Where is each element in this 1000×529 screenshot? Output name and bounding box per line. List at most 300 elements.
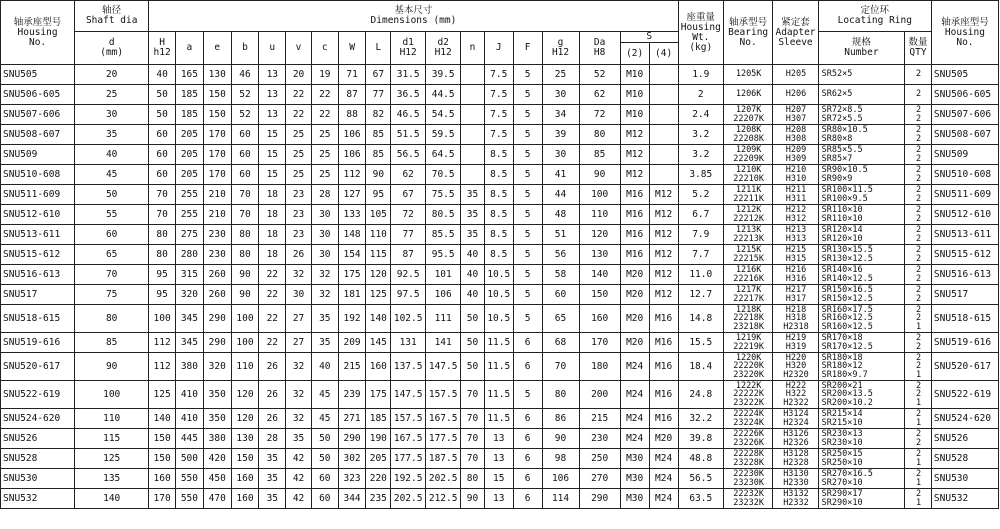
- ring-number-cell-line: SR170×18: [821, 333, 863, 343]
- dimension-cell: 31.5: [391, 65, 426, 85]
- ring-number-cell: [818, 381, 904, 409]
- ring-qty-cell-line: 2: [915, 133, 922, 144]
- weight-cell: 3.2: [678, 125, 723, 145]
- ring-number-cell: [818, 265, 904, 285]
- ring-number-cell-line: SR230×10: [821, 437, 863, 448]
- dimension-cell: 44.5: [426, 85, 461, 105]
- dimension-cell: 11.5: [484, 381, 513, 409]
- dimension-cell: 110: [366, 225, 391, 245]
- dimension-cell: 85: [366, 125, 391, 145]
- bearing-cell-line: 22212K: [733, 213, 764, 224]
- dimension-cell: 350: [203, 409, 231, 429]
- dimension-cell: 10.5: [484, 305, 513, 333]
- sleeve-cell-line: H3126: [783, 429, 809, 439]
- dimension-cell: 80: [542, 381, 579, 409]
- ring-qty-cell: [905, 205, 932, 225]
- ring-number-cell: [818, 165, 904, 185]
- shaft-dia-cell: 30: [75, 105, 149, 125]
- table-row: [1, 105, 999, 125]
- dimension-cell: 100: [231, 333, 259, 353]
- ring-qty-cell: [905, 469, 932, 489]
- dimension-cell: 210: [203, 185, 231, 205]
- dimension-cell: 102.5: [391, 305, 426, 333]
- dimension-cell: 60: [542, 285, 579, 305]
- dimension-cell: 167.5: [391, 429, 426, 449]
- sleeve-cell: [773, 185, 818, 205]
- dimension-cell: 154: [338, 245, 366, 265]
- dimension-cell: [461, 65, 485, 85]
- weight-cell: 6.7: [678, 205, 723, 225]
- housing-model-cell: SNU528: [1, 449, 75, 469]
- dimension-cell: [461, 85, 485, 105]
- weight-cell: 63.5: [678, 489, 723, 509]
- dimension-cell: 95: [366, 185, 391, 205]
- dimension-cell: 175: [338, 265, 366, 285]
- dimension-cell: [461, 125, 485, 145]
- dimension-cell: 112: [149, 333, 176, 353]
- dimension-cell: 192: [338, 305, 366, 333]
- dimension-cell: 59.5: [426, 125, 461, 145]
- header-col-c: c: [311, 32, 338, 65]
- dimension-cell: 6: [513, 429, 542, 449]
- header-col-S: S: [620, 32, 678, 43]
- sleeve-cell-line: H213: [785, 225, 807, 235]
- dimension-cell: 5: [513, 205, 542, 225]
- dimension-cell: 52: [231, 105, 259, 125]
- dimension-cell: 8.5: [484, 165, 513, 185]
- dimension-cell: 25: [311, 165, 338, 185]
- dimension-cell: 167.5: [426, 409, 461, 429]
- ring-qty-cell: [905, 333, 932, 353]
- ring-number-cell-line: SR180×18: [821, 352, 863, 363]
- s2-bolt-cell: M20: [620, 333, 649, 353]
- dimension-cell: 90: [231, 265, 259, 285]
- s2-bolt-cell: M24: [620, 429, 649, 449]
- header-col-J: J: [484, 32, 513, 65]
- weight-cell: 2: [678, 85, 723, 105]
- dimension-cell: 112: [338, 165, 366, 185]
- ring-qty-cell-line: 2: [915, 341, 922, 352]
- sleeve-cell-line: H216: [785, 265, 807, 275]
- dimension-cell: 30: [542, 145, 579, 165]
- dimension-cell: 22: [259, 333, 286, 353]
- shaft-dia-cell: 40: [75, 145, 149, 165]
- dimension-cell: 39: [542, 125, 579, 145]
- sleeve-cell: [773, 125, 818, 145]
- housing-model-cell: SNU510-608: [1, 165, 75, 185]
- dimension-cell: 65: [542, 305, 579, 333]
- housing-model-cell: SNU532: [1, 489, 75, 509]
- sleeve-cell-line: H3128: [783, 449, 809, 459]
- dimension-cell: 5: [513, 105, 542, 125]
- table-row: [1, 225, 999, 245]
- ring-number-cell-line: SR200×13.5: [821, 389, 873, 400]
- dimension-cell: 170: [149, 489, 176, 509]
- sleeve-cell-line: H208: [785, 125, 807, 135]
- dimension-cell: 5: [513, 225, 542, 245]
- dimension-cell: 141: [426, 333, 461, 353]
- dimension-cell: 410: [176, 381, 204, 409]
- dimension-cell: 28: [259, 429, 286, 449]
- dimension-cell: 42: [286, 489, 312, 509]
- housing-model-cell-right: SNU509: [931, 145, 998, 165]
- dimension-cell: 205: [176, 125, 204, 145]
- dimension-cell: 23: [286, 185, 312, 205]
- bearing-cell: [723, 185, 772, 205]
- header-col-H: H h12: [149, 32, 176, 65]
- sleeve-cell-line: H312: [785, 213, 807, 224]
- dimension-cell: 71: [338, 65, 366, 85]
- ring-qty-cell-line: 2: [915, 361, 922, 372]
- ring-number-cell: [818, 353, 904, 381]
- sleeve-cell-line: H2318: [783, 321, 809, 332]
- dimension-cell: 345: [176, 305, 204, 333]
- dimension-cell: 64.5: [426, 145, 461, 165]
- bearing-cell-line: 1220K: [735, 352, 762, 363]
- dimension-cell: 160: [231, 489, 259, 509]
- dimension-cell: 177.5: [426, 429, 461, 449]
- table-row: [1, 85, 999, 105]
- header-d-mm: d (mm): [75, 32, 149, 65]
- dimension-cell: 215: [579, 409, 620, 429]
- bearing-cell: [723, 333, 772, 353]
- header-col-L: L: [366, 32, 391, 65]
- ring-qty-cell-line: 2: [915, 173, 922, 184]
- bearing-cell-line: 22216K: [733, 273, 764, 284]
- dimension-cell: 302: [338, 449, 366, 469]
- s4-bolt-cell: M12: [649, 205, 678, 225]
- dimension-cell: 420: [203, 449, 231, 469]
- dimension-cell: 5: [513, 381, 542, 409]
- weight-cell: 32.2: [678, 409, 723, 429]
- dimension-cell: 230: [203, 245, 231, 265]
- dimension-cell: 50: [461, 305, 485, 333]
- housing-model-cell: SNU524-620: [1, 409, 75, 429]
- dimension-cell: 255: [176, 185, 204, 205]
- s2-bolt-cell: M20: [620, 285, 649, 305]
- bearing-cell-line: 22228K: [733, 449, 764, 459]
- ring-number-cell: [818, 429, 904, 449]
- weight-cell: 7.7: [678, 245, 723, 265]
- s2-bolt-cell: M24: [620, 381, 649, 409]
- ring-qty-cell-line: 2: [915, 153, 922, 164]
- housing-model-cell-right: SNU510-608: [931, 165, 998, 185]
- housing-model-cell-right: SNU507-606: [931, 105, 998, 125]
- ring-qty-cell: [905, 353, 932, 381]
- dimension-cell: 22: [311, 85, 338, 105]
- housing-model-cell-right: SNU528: [931, 449, 998, 469]
- dimension-cell: 239: [338, 381, 366, 409]
- dimension-cell: 100: [149, 305, 176, 333]
- sleeve-cell-line: H319: [785, 341, 807, 352]
- sleeve-cell-line: H310: [785, 173, 807, 184]
- table-row: [1, 469, 999, 489]
- sleeve-cell-line: H212: [785, 205, 807, 215]
- housing-model-cell: SNU511-609: [1, 185, 75, 205]
- sleeve-cell-line: H218: [785, 304, 807, 315]
- bearing-cell-line: 22218K: [733, 313, 764, 324]
- dimension-cell: 157.5: [426, 381, 461, 409]
- s4-bolt-cell: [649, 85, 678, 105]
- dimension-cell: 15: [484, 469, 513, 489]
- ring-number-cell: [818, 333, 904, 353]
- dimension-cell: 35: [461, 185, 485, 205]
- dimension-cell: 77: [366, 85, 391, 105]
- bearing-cell-line: 22215K: [733, 253, 764, 264]
- dimension-cell: 137.5: [391, 353, 426, 381]
- sleeve-cell-line: H313: [785, 233, 807, 244]
- shaft-dia-cell: 115: [75, 429, 149, 449]
- dimension-cell: 27: [286, 333, 312, 353]
- sleeve-cell-line: H209: [785, 145, 807, 155]
- shaft-dia-cell: 100: [75, 381, 149, 409]
- dimension-cell: [461, 165, 485, 185]
- dimension-cell: 80: [231, 245, 259, 265]
- sleeve-cell: [773, 285, 818, 305]
- housing-model-cell-right: SNU513-611: [931, 225, 998, 245]
- dimension-cell: 100: [579, 185, 620, 205]
- bearing-cell: [723, 353, 772, 381]
- weight-cell: 56.5: [678, 469, 723, 489]
- bearing-cell-line: 23226K: [733, 437, 764, 448]
- dimension-cell: 26: [286, 245, 312, 265]
- dimension-cell: 58: [542, 265, 579, 285]
- dimension-cell: 131: [391, 333, 426, 353]
- dimension-cell: 410: [176, 409, 204, 429]
- sleeve-cell: [773, 449, 818, 469]
- ring-number-cell: [818, 85, 904, 105]
- dimension-cell: 255: [176, 205, 204, 225]
- dimension-cell: 5: [513, 145, 542, 165]
- header-col-u: u: [259, 32, 286, 65]
- housing-model-cell: SNU509: [1, 145, 75, 165]
- shaft-dia-cell: 140: [75, 489, 149, 509]
- weight-cell: 14.8: [678, 305, 723, 333]
- ring-number-cell-line: SR160×17.5: [821, 304, 873, 315]
- dimension-cell: 130: [231, 429, 259, 449]
- dimension-cell: 344: [338, 489, 366, 509]
- bearing-cell: [723, 489, 772, 509]
- ring-qty-cell: [905, 245, 932, 265]
- dimension-cell: 8.5: [484, 145, 513, 165]
- sleeve-cell-line: H3124: [783, 409, 809, 419]
- ring-qty-cell-line: 2: [915, 205, 922, 215]
- bearing-cell-line: 22219K: [733, 341, 764, 352]
- header-housing-model-right: 轴承座型号 Housing No.: [931, 1, 998, 65]
- ring-qty-cell-line: 2: [915, 113, 922, 124]
- table-row: [1, 145, 999, 165]
- ring-qty-cell-line: 1: [915, 497, 922, 508]
- dimension-cell: 500: [176, 449, 204, 469]
- dimension-cell: 215: [338, 353, 366, 381]
- s4-bolt-cell: M16: [649, 381, 678, 409]
- dimension-cell: 192.5: [391, 469, 426, 489]
- sleeve-cell: [773, 65, 818, 85]
- ring-number-cell-line: SR215×10: [821, 417, 863, 428]
- shaft-dia-cell: 135: [75, 469, 149, 489]
- housing-model-cell-right: SNU508-607: [931, 125, 998, 145]
- header-housing-weight: 座重量 Housing Wt. (kg): [678, 1, 723, 65]
- housing-model-cell-right: SNU516-613: [931, 265, 998, 285]
- dimension-cell: 86: [542, 409, 579, 429]
- ring-qty-cell: [905, 165, 932, 185]
- ring-qty-cell: [905, 125, 932, 145]
- sleeve-cell-line: H307: [785, 113, 807, 124]
- dimension-cell: 10.5: [484, 265, 513, 285]
- s4-bolt-cell: M20: [649, 429, 678, 449]
- dimension-cell: 175: [366, 381, 391, 409]
- sleeve-cell: [773, 429, 818, 449]
- sleeve-cell-line: H315: [785, 253, 807, 264]
- ring-qty-cell: [905, 409, 932, 429]
- dimension-cell: 101: [426, 265, 461, 285]
- dimension-cell: 68: [542, 333, 579, 353]
- dimension-cell: 40: [461, 265, 485, 285]
- dimension-cell: 23: [286, 225, 312, 245]
- ring-qty-cell-line: 2: [915, 265, 922, 275]
- ring-qty-cell: [905, 489, 932, 509]
- ring-number-cell-line: SR130×15.5: [821, 245, 873, 255]
- dimension-cell: 120: [579, 225, 620, 245]
- sleeve-cell: [773, 165, 818, 185]
- ring-number-cell-line: SR160×12.5: [821, 321, 873, 332]
- dimension-cell: 70: [231, 185, 259, 205]
- dimension-cell: 22: [286, 105, 312, 125]
- header-adapter-sleeve: 紧定套 Adapter Sleeve: [773, 1, 818, 65]
- ring-qty-cell: [905, 105, 932, 125]
- dimension-cell: 550: [176, 489, 204, 509]
- dimension-cell: 230: [203, 225, 231, 245]
- dimension-cell: 22: [259, 265, 286, 285]
- dimension-cell: 30: [286, 285, 312, 305]
- s4-bolt-cell: M16: [649, 333, 678, 353]
- s2-bolt-cell: M24: [620, 409, 649, 429]
- ring-qty-cell-line: 1: [915, 417, 922, 428]
- header-col-S4: (4): [649, 43, 678, 65]
- dimension-cell: 60: [149, 165, 176, 185]
- dimension-cell: 160: [149, 469, 176, 489]
- bearing-cell-line: 22226K: [733, 429, 764, 439]
- dimension-cell: 11.5: [484, 353, 513, 381]
- dimension-cell: 150: [203, 105, 231, 125]
- dimension-cell: 157.5: [391, 409, 426, 429]
- sleeve-cell-line: H217: [785, 285, 807, 295]
- dimension-cell: 51.5: [391, 125, 426, 145]
- sleeve-cell-line: H2332: [783, 497, 809, 508]
- sleeve-cell: [773, 353, 818, 381]
- weight-cell: 15.5: [678, 333, 723, 353]
- bearing-cell-line: 23220K: [733, 369, 764, 380]
- sleeve-cell: [773, 225, 818, 245]
- dimension-cell: 125: [149, 381, 176, 409]
- s2-bolt-cell: M20: [620, 305, 649, 333]
- housing-model-cell-right: SNU532: [931, 489, 998, 509]
- ring-qty-cell-line: 2: [915, 193, 922, 204]
- dimension-cell: 100: [231, 305, 259, 333]
- weight-cell: 2.4: [678, 105, 723, 125]
- ring-qty-cell-line: 2: [915, 69, 922, 80]
- dimension-cell: 30: [542, 85, 579, 105]
- dimension-cell: 35: [259, 449, 286, 469]
- s2-bolt-cell: M10: [620, 105, 649, 125]
- bearing-cell-line: 1211K: [735, 185, 762, 195]
- dimension-cell: 235: [366, 489, 391, 509]
- ring-number-cell: [818, 469, 904, 489]
- header-shaft-dia: 轴径 Shaft dia: [75, 1, 149, 32]
- dimension-cell: 20: [286, 65, 312, 85]
- bearing-cell: [723, 265, 772, 285]
- dimension-cell: 290: [203, 305, 231, 333]
- dimension-cell: 40: [311, 353, 338, 381]
- housing-model-cell-right: SNU518-615: [931, 305, 998, 333]
- ring-number-cell-line: SR100×11.5: [821, 185, 873, 195]
- dimension-cell: 90: [579, 165, 620, 185]
- dimension-cell: 180: [579, 353, 620, 381]
- s4-bolt-cell: [649, 165, 678, 185]
- bearing-cell: [723, 125, 772, 145]
- dimension-cell: 6: [513, 409, 542, 429]
- sleeve-cell-line: H2330: [783, 477, 809, 488]
- dimension-cell: 25: [286, 165, 312, 185]
- dimension-cell: 170: [203, 145, 231, 165]
- bearing-cell-line: 23224K: [733, 417, 764, 428]
- ring-qty-cell: [905, 85, 932, 105]
- sleeve-cell-line: H205: [785, 69, 807, 80]
- s4-bolt-cell: [649, 125, 678, 145]
- ring-qty-cell-line: 2: [915, 125, 922, 135]
- ring-number-cell-line: SR160×12.5: [821, 313, 873, 324]
- dimension-cell: 5: [513, 125, 542, 145]
- sleeve-cell-line: H322: [785, 389, 807, 400]
- dimension-cell: 90: [231, 285, 259, 305]
- dimension-cell: 42: [286, 469, 312, 489]
- dimension-cell: 32: [311, 285, 338, 305]
- ring-qty-cell: [905, 449, 932, 469]
- sleeve-cell: [773, 205, 818, 225]
- ring-number-cell-line: SR180×9.7: [821, 369, 868, 380]
- ring-number-cell-line: SR85×5.5: [821, 145, 863, 155]
- s4-bolt-cell: M12: [649, 185, 678, 205]
- ring-number-cell-line: SR290×10: [821, 497, 863, 508]
- s2-bolt-cell: M12: [620, 125, 649, 145]
- weight-cell: 7.9: [678, 225, 723, 245]
- dimension-cell: 200: [579, 381, 620, 409]
- table-row: [1, 185, 999, 205]
- dimension-cell: 15: [259, 165, 286, 185]
- dimension-cell: 133: [338, 205, 366, 225]
- weight-cell: 39.8: [678, 429, 723, 449]
- housing-model-cell: SNU519-616: [1, 333, 75, 353]
- dimension-cell: 13: [484, 489, 513, 509]
- dimension-cell: 19: [311, 65, 338, 85]
- sleeve-cell-line: H318: [785, 313, 807, 324]
- table-body: [1, 65, 999, 509]
- dimension-cell: 35: [311, 305, 338, 333]
- ring-qty-cell: [905, 145, 932, 165]
- sleeve-cell-line: H311: [785, 193, 807, 204]
- housing-model-cell: SNU518-615: [1, 305, 75, 333]
- dimension-cell: 275: [176, 225, 204, 245]
- table-row: [1, 245, 999, 265]
- dimension-cell: 50: [311, 449, 338, 469]
- shaft-dia-cell: 20: [75, 65, 149, 85]
- dimension-cell: 35: [311, 333, 338, 353]
- dimension-cell: 115: [366, 245, 391, 265]
- dimension-cell: 290: [579, 489, 620, 509]
- dimension-cell: 6: [513, 469, 542, 489]
- bearing-cell: [723, 225, 772, 245]
- sleeve-cell-line: H2324: [783, 417, 809, 428]
